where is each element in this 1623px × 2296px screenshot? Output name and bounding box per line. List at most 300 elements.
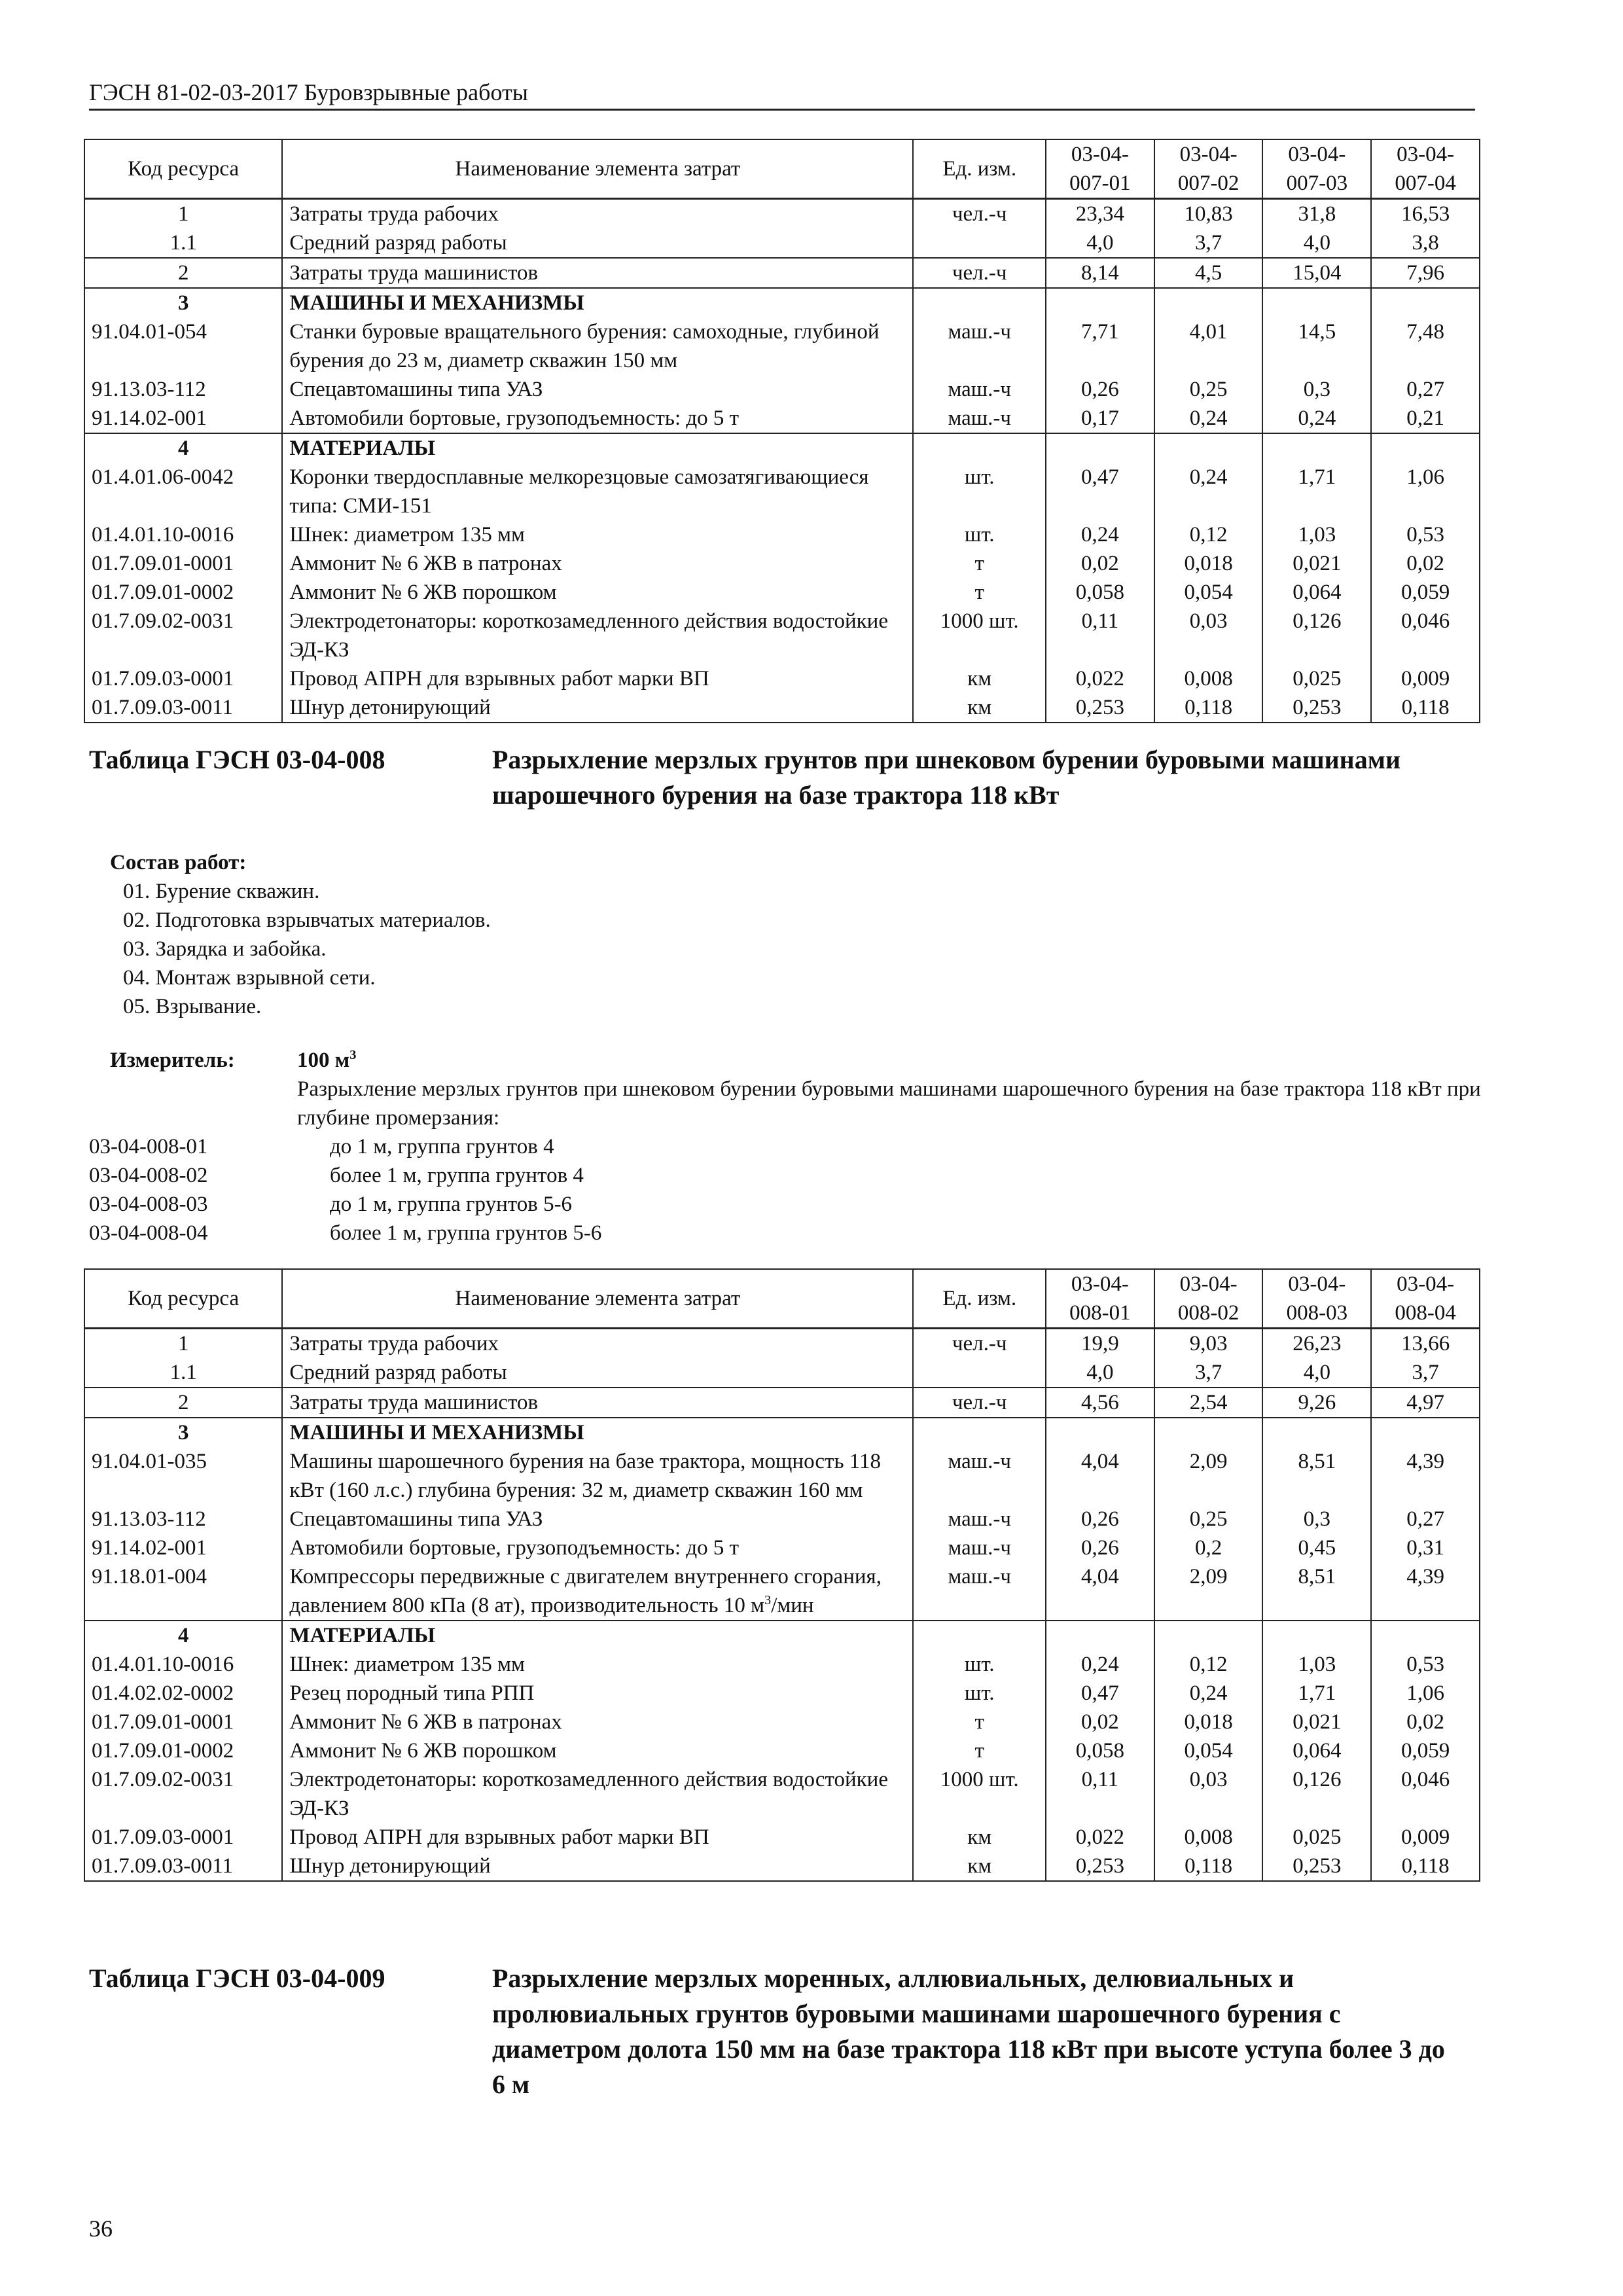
value-cell: 0,3 [1262,1505,1371,1534]
value-cell: 4,0 [1262,228,1371,258]
table-row [84,1447,1480,1505]
value-cell: 0,118 [1371,1852,1480,1881]
resource-code: 1 [84,199,282,229]
value-cell [1371,433,1480,463]
unit-cell: маш.-ч [913,1447,1045,1505]
value-cell: 1,71 [1262,463,1371,520]
table-row [84,693,1480,723]
col-header-norm-4 [1371,1269,1480,1329]
value-cell [1154,288,1263,317]
resource-name: Шнур детонирующий [282,693,913,723]
col-header-norm-1-line2: 008-01 [1069,1301,1131,1325]
value-cell: 0,118 [1154,1852,1263,1881]
value-cell: 3,7 [1154,1358,1263,1388]
norm-table-008-body [84,1269,1480,1881]
resource-code: 01.7.09.01-0002 [84,1736,282,1765]
col-header-norm-4-line1: 03-04- [1397,1272,1455,1296]
value-cell: 7,96 [1371,258,1480,288]
composition-list [123,877,491,1021]
value-cell: 0,53 [1371,1650,1480,1679]
resource-code: 4 [84,433,282,463]
value-cell: 19,9 [1046,1329,1154,1359]
value-cell: 31,8 [1262,199,1371,229]
table-row [84,288,1480,317]
unit-cell: км [913,1852,1045,1881]
table-row [84,578,1480,607]
value-cell: 2,54 [1154,1388,1263,1418]
value-cell: 0,126 [1262,1765,1371,1823]
value-cell: 0,53 [1371,520,1480,549]
value-cell: 4,5 [1154,258,1263,288]
resource-code: 91.13.03-112 [84,375,282,404]
table-row [84,1679,1480,1708]
unit-cell: чел.-ч [913,199,1045,229]
resource-code: 3 [84,288,282,317]
variant-text: до 1 м, группа грунтов 4 [330,1135,554,1158]
col-header-name: Наименование элемента затрат [282,139,913,199]
unit-cell: т [913,1736,1045,1765]
resource-name: Спецавтомашины типа УАЗ [282,1505,913,1534]
value-cell: 0,24 [1154,404,1263,433]
value-cell: 0,008 [1154,1823,1263,1852]
value-cell: 0,26 [1046,1505,1154,1534]
resource-code: 01.4.01.06-0042 [84,463,282,520]
table-row [84,258,1480,288]
value-cell: 0,054 [1154,578,1263,607]
resource-name: Автомобили бортовые, грузоподъемность: до 5 т [282,1534,913,1562]
value-cell [1046,433,1154,463]
col-header-unit: Ед. изм. [913,1269,1045,1329]
norm-table-008 [84,1268,1480,1882]
resource-name: Электродетонаторы: короткозамедленного действия водостойкие ЭД-КЗ [282,1765,913,1823]
value-cell: 4,04 [1046,1562,1154,1621]
table-name-008: Разрыхление мерзлых грунтов при шнековом бурении буровыми машинами шарошечного бурения на базе трактора 118 кВт [492,745,1401,810]
table-row [84,1534,1480,1562]
unit-cell: маш.-ч [913,375,1045,404]
value-cell [1154,433,1263,463]
resource-code: 01.4.02.02-0002 [84,1679,282,1708]
table-row [84,1736,1480,1765]
resource-code: 01.7.09.01-0001 [84,549,282,578]
resource-name: Затраты труда машинистов [282,1388,913,1418]
table-row [84,199,1480,229]
variant-code: 03-04-008-03 [89,1193,208,1216]
resource-code: 01.7.09.01-0001 [84,1708,282,1736]
resource-name: Шнек: диаметром 135 мм [282,520,913,549]
composition-item: 04. Монтаж взрывной сети. [123,966,376,990]
measure-value [297,1046,356,1075]
value-cell: 7,71 [1046,317,1154,375]
table-row [84,520,1480,549]
value-cell: 1,06 [1371,463,1480,520]
resource-code: 01.7.09.02-0031 [84,607,282,664]
value-cell: 4,39 [1371,1562,1480,1621]
table-row [84,1329,1480,1359]
resource-name: Аммонит № 6 ЖВ в патронах [282,549,913,578]
value-cell: 4,04 [1046,1447,1154,1505]
col-header-name: Наименование элемента затрат [282,1269,913,1329]
value-cell [1371,288,1480,317]
measure-description: Разрыхление мерзлых грунтов при шнековом бурении буровыми машинами шарошечного бурения на базе трактора 118 кВт при глубине промерзания: [297,1077,1481,1130]
resource-name-sup: 3 [764,1593,772,1607]
col-header-norm-4 [1371,139,1480,199]
value-cell: 0,059 [1371,578,1480,607]
norm-table-007 [84,139,1480,723]
value-cell: 0,02 [1371,1708,1480,1736]
table-row [84,317,1480,375]
unit-cell [913,1621,1045,1650]
unit-cell: 1000 шт. [913,607,1045,664]
unit-cell: шт. [913,463,1045,520]
value-cell: 0,021 [1262,549,1371,578]
resource-code: 91.14.02-001 [84,1534,282,1562]
value-cell: 2,09 [1154,1562,1263,1621]
measure-value-sup: 3 [349,1048,357,1062]
value-cell: 0,24 [1046,520,1154,549]
variant-code: 03-04-008-02 [89,1164,208,1187]
value-cell: 0,02 [1046,1708,1154,1736]
value-cell: 0,022 [1046,1823,1154,1852]
value-cell: 0,12 [1154,520,1263,549]
value-cell: 14,5 [1262,317,1371,375]
unit-cell: т [913,549,1045,578]
resource-name: Электродетонаторы: короткозамедленного действия водостойкие ЭД-КЗ [282,607,913,664]
page-number: 36 [89,2215,113,2242]
unit-cell [913,1418,1045,1447]
value-cell: 0,022 [1046,664,1154,693]
composition-item: 01. Бурение скважин. [123,880,320,903]
unit-cell: км [913,664,1045,693]
value-cell: 26,23 [1262,1329,1371,1359]
value-cell: 8,51 [1262,1447,1371,1505]
unit-cell: маш.-ч [913,317,1045,375]
unit-cell: 1000 шт. [913,1765,1045,1823]
resource-name: Аммонит № 6 ЖВ в патронах [282,1708,913,1736]
col-header-norm-1-line2: 007-01 [1069,171,1131,195]
table-row [84,433,1480,463]
table-row [84,1505,1480,1534]
col-header-norm-2-line2: 007-02 [1177,171,1240,195]
resource-name: Аммонит № 6 ЖВ порошком [282,578,913,607]
col-header-norm-3-line2: 008-03 [1286,1301,1348,1325]
value-cell: 0,059 [1371,1736,1480,1765]
resource-code: 01.7.09.03-0011 [84,693,282,723]
resource-name: МАШИНЫ И МЕХАНИЗМЫ [282,1418,913,1447]
value-cell [1262,433,1371,463]
table-row [84,607,1480,664]
col-header-norm-1-line1: 03-04- [1071,143,1129,166]
measure-block [89,1046,1483,1245]
unit-cell: т [913,1708,1045,1736]
resource-code: 1.1 [84,228,282,258]
value-cell: 9,03 [1154,1329,1263,1359]
resource-name: Провод АПРН для взрывных работ марки ВП [282,664,913,693]
value-cell [1371,1621,1480,1650]
resource-name: МАШИНЫ И МЕХАНИЗМЫ [282,288,913,317]
col-header-norm-4-line2: 008-04 [1395,1301,1456,1325]
value-cell: 0,253 [1262,693,1371,723]
value-cell: 4,0 [1262,1358,1371,1388]
variant-code: 03-04-008-01 [89,1135,208,1158]
table-row [84,1358,1480,1388]
value-cell [1046,1621,1154,1650]
table-row [84,228,1480,258]
value-cell: 0,3 [1262,375,1371,404]
value-cell: 3,7 [1371,1358,1480,1388]
value-cell: 0,27 [1371,1505,1480,1534]
resource-code: 2 [84,258,282,288]
col-header-norm-2-line2: 008-02 [1177,1301,1240,1325]
table-row [84,1823,1480,1852]
table-row [84,664,1480,693]
value-cell: 0,046 [1371,607,1480,664]
value-cell: 0,118 [1371,693,1480,723]
value-cell: 0,058 [1046,1736,1154,1765]
value-cell: 4,01 [1154,317,1263,375]
value-cell: 0,018 [1154,1708,1263,1736]
resource-code: 91.13.03-112 [84,1505,282,1534]
variant-text: до 1 м, группа грунтов 5-6 [330,1193,573,1216]
resource-name [282,1562,913,1621]
value-cell [1154,1418,1263,1447]
value-cell: 0,24 [1154,1679,1263,1708]
table-row [84,1708,1480,1736]
value-cell [1262,1621,1371,1650]
value-cell: 3,7 [1154,228,1263,258]
value-cell: 0,24 [1262,404,1371,433]
col-header-norm-3 [1262,139,1371,199]
col-header-code: Код ресурса [84,1269,282,1329]
value-cell: 0,02 [1046,549,1154,578]
value-cell: 0,25 [1154,375,1263,404]
unit-cell: чел.-ч [913,258,1045,288]
value-cell: 4,0 [1046,228,1154,258]
value-cell: 0,25 [1154,1505,1263,1534]
value-cell: 0,02 [1371,549,1480,578]
col-header-norm-1 [1046,139,1154,199]
resource-code: 91.18.01-004 [84,1562,282,1621]
resource-name: Спецавтомашины типа УАЗ [282,375,913,404]
value-cell: 7,48 [1371,317,1480,375]
value-cell: 0,064 [1262,578,1371,607]
unit-cell: маш.-ч [913,404,1045,433]
col-header-norm-3-line1: 03-04- [1288,1272,1346,1296]
resource-code: 01.7.09.01-0002 [84,578,282,607]
value-cell: 0,27 [1371,375,1480,404]
value-cell: 9,26 [1262,1388,1371,1418]
value-cell: 0,025 [1262,664,1371,693]
value-cell: 1,06 [1371,1679,1480,1708]
value-cell: 8,51 [1262,1562,1371,1621]
value-cell: 0,24 [1154,463,1263,520]
resource-code: 91.04.01-054 [84,317,282,375]
value-cell: 0,26 [1046,375,1154,404]
table-row [84,1650,1480,1679]
value-cell: 0,253 [1046,693,1154,723]
unit-cell: км [913,1823,1045,1852]
value-cell: 0,12 [1154,1650,1263,1679]
col-header-norm-1 [1046,1269,1154,1329]
resource-code: 01.7.09.03-0001 [84,1823,282,1852]
value-cell: 0,253 [1046,1852,1154,1881]
unit-cell: маш.-ч [913,1562,1045,1621]
resource-code: 91.04.01-035 [84,1447,282,1505]
value-cell [1371,1418,1480,1447]
value-cell: 0,03 [1154,1765,1263,1823]
value-cell: 0,009 [1371,664,1480,693]
value-cell: 4,56 [1046,1388,1154,1418]
resource-name: Аммонит № 6 ЖВ порошком [282,1736,913,1765]
unit-cell: шт. [913,520,1045,549]
value-cell: 0,2 [1154,1534,1263,1562]
resource-name: Средний разряд работы [282,1358,913,1388]
table-row [84,1852,1480,1881]
resource-name-tail: /мин [771,1594,814,1617]
resource-code: 01.7.09.03-0001 [84,664,282,693]
resource-code: 91.14.02-001 [84,404,282,433]
resource-code: 3 [84,1418,282,1447]
value-cell: 0,21 [1371,404,1480,433]
value-cell [1154,1621,1263,1650]
value-cell [1046,1418,1154,1447]
resource-name: Затраты труда рабочих [282,1329,913,1359]
value-cell: 0,253 [1262,1852,1371,1881]
measure-value-text: 100 м [297,1049,350,1072]
value-cell: 0,45 [1262,1534,1371,1562]
table-row [84,549,1480,578]
composition-item: 05. Взрывание. [123,995,262,1018]
unit-cell: маш.-ч [913,1505,1045,1534]
unit-cell: шт. [913,1650,1045,1679]
table-row [84,1621,1480,1650]
resource-code: 01.7.09.02-0031 [84,1765,282,1823]
unit-cell: чел.-ч [913,1329,1045,1359]
value-cell [1262,288,1371,317]
resource-name: Шнек: диаметром 135 мм [282,1650,913,1679]
resource-name: Машины шарошечного бурения на базе трактора, мощность 118 кВт (160 л.с.) глубина бурения: 32 м, диаметр скважин 160 мм [282,1447,913,1505]
value-cell: 23,34 [1046,199,1154,229]
measure-label: Измеритель: [110,1049,235,1072]
table-row [84,375,1480,404]
col-header-norm-4-line1: 03-04- [1397,143,1455,166]
composition-item: 02. Подготовка взрывчатых материалов. [123,908,491,932]
resource-name: МАТЕРИАЛЫ [282,1621,913,1650]
col-header-norm-2 [1154,1269,1263,1329]
resource-code: 1.1 [84,1358,282,1388]
value-cell: 0,058 [1046,578,1154,607]
unit-cell: маш.-ч [913,1534,1045,1562]
page-header: ГЭСН 81-02-03-2017 Буровзрывные работы [89,77,1475,111]
resource-code: 01.7.09.03-0011 [84,1852,282,1881]
value-cell: 0,008 [1154,664,1263,693]
unit-cell [913,433,1045,463]
table-header-row [84,1269,1480,1329]
unit-cell: чел.-ч [913,1388,1045,1418]
resource-name: Автомобили бортовые, грузоподъемность: до 5 т [282,404,913,433]
table-row [84,463,1480,520]
unit-cell: шт. [913,1679,1045,1708]
resource-code: 1 [84,1329,282,1359]
value-cell: 16,53 [1371,199,1480,229]
value-cell: 0,126 [1262,607,1371,664]
value-cell: 4,39 [1371,1447,1480,1505]
table-label-008: Таблица ГЭСН 03-04-008 [89,745,385,774]
table-row [84,1562,1480,1621]
col-header-norm-2-line1: 03-04- [1179,143,1238,166]
value-cell: 0,054 [1154,1736,1263,1765]
col-header-norm-3-line1: 03-04- [1288,143,1346,166]
value-cell: 1,03 [1262,520,1371,549]
resource-code: 2 [84,1388,282,1418]
resource-name: Средний разряд работы [282,228,913,258]
value-cell: 0,11 [1046,1765,1154,1823]
value-cell: 0,021 [1262,1708,1371,1736]
unit-cell: км [913,693,1045,723]
resource-name: Затраты труда машинистов [282,258,913,288]
value-cell: 0,009 [1371,1823,1480,1852]
variant-text: более 1 м, группа грунтов 5-6 [330,1221,602,1245]
value-cell: 1,71 [1262,1679,1371,1708]
value-cell: 0,31 [1371,1534,1480,1562]
resource-code: 01.4.01.10-0016 [84,1650,282,1679]
value-cell: 2,09 [1154,1447,1263,1505]
value-cell: 10,83 [1154,199,1263,229]
value-cell: 4,0 [1046,1358,1154,1388]
resource-name: Шнур детонирующий [282,1852,913,1881]
value-cell: 1,03 [1262,1650,1371,1679]
col-header-unit: Ед. изм. [913,139,1045,199]
value-cell: 15,04 [1262,258,1371,288]
unit-cell [913,288,1045,317]
value-cell: 13,66 [1371,1329,1480,1359]
resource-code: 01.4.01.10-0016 [84,520,282,549]
col-header-norm-1-line1: 03-04- [1071,1272,1129,1296]
composition-heading: Состав работ: [110,851,247,874]
resource-name-text: Компрессоры передвижные с двигателем внутреннего сгорания, давлением 800 кПа (8 ат), производительность 10 м [289,1565,882,1617]
unit-cell [913,228,1045,258]
unit-cell: т [913,578,1045,607]
variant-text: более 1 м, группа грунтов 4 [330,1164,584,1187]
table-header-row [84,139,1480,199]
value-cell: 0,17 [1046,404,1154,433]
variant-code: 03-04-008-04 [89,1221,208,1245]
value-cell: 4,97 [1371,1388,1480,1418]
resource-name: Резец породный типа РПП [282,1679,913,1708]
value-cell [1262,1418,1371,1447]
table-row [84,404,1480,433]
value-cell: 0,24 [1046,1650,1154,1679]
col-header-norm-2 [1154,139,1263,199]
resource-name: Коронки твердосплавные мелкорезцовые самозатягивающиеся типа: СМИ-151 [282,463,913,520]
value-cell: 0,025 [1262,1823,1371,1852]
resource-name: Затраты труда рабочих [282,199,913,229]
table-label-009: Таблица ГЭСН 03-04-009 [89,1964,385,1993]
table-row [84,1418,1480,1447]
table-row [84,1765,1480,1823]
value-cell: 3,8 [1371,228,1480,258]
col-header-norm-2-line1: 03-04- [1179,1272,1238,1296]
value-cell: 8,14 [1046,258,1154,288]
unit-cell [913,1358,1045,1388]
table-name-009: Разрыхление мерзлых моренных, аллювиальных, делювиальных и пролювиальных грунтов буровыми машинами шарошечного бурения с диаметром долота 150 мм на базе трактора 118 кВт при высоте уступа более 3 до 6 м [492,1964,1445,2099]
col-header-norm-3-line2: 007-03 [1286,171,1348,195]
resource-code: 4 [84,1621,282,1650]
value-cell: 0,064 [1262,1736,1371,1765]
table-title-009 [89,1961,1463,2105]
table-row [84,1388,1480,1418]
value-cell: 0,26 [1046,1534,1154,1562]
norm-table-007-body [84,139,1480,723]
